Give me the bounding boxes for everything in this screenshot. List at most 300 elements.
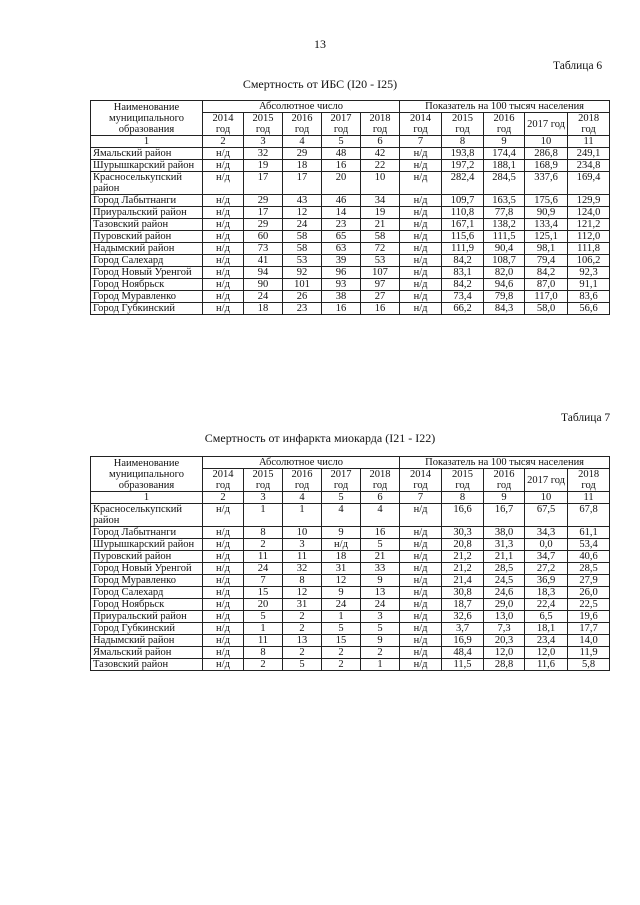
value-cell: 23,4: [525, 635, 568, 647]
value-cell: 107: [361, 267, 400, 279]
header-year: 2016 год: [283, 469, 322, 492]
value-cell: н/д: [203, 551, 244, 563]
municipality-name: Приуральский район: [91, 207, 203, 219]
value-cell: 58: [283, 231, 322, 243]
municipality-name: Город Новый Уренгой: [91, 267, 203, 279]
value-cell: 3: [283, 539, 322, 551]
value-cell: 67,5: [525, 504, 568, 527]
value-cell: 5,8: [568, 659, 610, 671]
header-year: 2018 год: [361, 469, 400, 492]
value-cell: 106,2: [568, 255, 610, 267]
municipality-name: Город Новый Уренгой: [91, 563, 203, 575]
header-rate-group: Показатель на 100 тысяч населения: [400, 457, 610, 469]
value-cell: 112,0: [568, 231, 610, 243]
value-cell: 77,8: [484, 207, 525, 219]
municipality-name: Город Ноябрьск: [91, 279, 203, 291]
header-year: 2016 год: [283, 113, 322, 136]
value-cell: 73: [244, 243, 283, 255]
table-row: [91, 611, 610, 623]
value-cell: н/д: [400, 160, 442, 172]
value-cell: 87,0: [525, 279, 568, 291]
value-cell: 11: [244, 635, 283, 647]
header-rate-group: Показатель на 100 тысяч населения: [400, 101, 610, 113]
value-cell: 1: [244, 504, 283, 527]
column-index-cell: 3: [244, 492, 283, 504]
table-row: [91, 539, 610, 551]
header-year: 2017 год: [322, 113, 361, 136]
value-cell: 282,4: [442, 172, 484, 195]
value-cell: 2: [283, 623, 322, 635]
header-year: 2017 год: [525, 469, 568, 492]
value-cell: н/д: [400, 303, 442, 315]
value-cell: н/д: [400, 647, 442, 659]
column-index-cell: 4: [283, 492, 322, 504]
value-cell: 94,6: [484, 279, 525, 291]
table-row: [91, 279, 610, 291]
header-year: 2015 год: [442, 113, 484, 136]
value-cell: н/д: [400, 587, 442, 599]
column-index-cell: 4: [283, 136, 322, 148]
municipality-name: Ямальский район: [91, 647, 203, 659]
table-row: [91, 303, 610, 315]
value-cell: 129,9: [568, 195, 610, 207]
value-cell: 79,8: [484, 291, 525, 303]
value-cell: н/д: [400, 659, 442, 671]
value-cell: н/д: [203, 587, 244, 599]
value-cell: 18: [322, 551, 361, 563]
value-cell: 32,6: [442, 611, 484, 623]
table-body: [91, 136, 610, 315]
value-cell: 12,0: [525, 647, 568, 659]
table-7-label: Таблица 7: [561, 412, 611, 424]
value-cell: 84,2: [442, 255, 484, 267]
value-cell: н/д: [203, 563, 244, 575]
value-cell: н/д: [400, 231, 442, 243]
value-cell: 17,7: [568, 623, 610, 635]
value-cell: н/д: [400, 575, 442, 587]
column-index-cell: 3: [244, 136, 283, 148]
value-cell: 90,4: [484, 243, 525, 255]
column-index-cell: 5: [322, 136, 361, 148]
value-cell: н/д: [203, 160, 244, 172]
value-cell: 24: [244, 291, 283, 303]
value-cell: 168,9: [525, 160, 568, 172]
value-cell: н/д: [400, 243, 442, 255]
value-cell: 13,0: [484, 611, 525, 623]
value-cell: 33: [361, 563, 400, 575]
table-row: [91, 527, 610, 539]
value-cell: 138,2: [484, 219, 525, 231]
column-index-cell: 9: [484, 492, 525, 504]
value-cell: 38: [322, 291, 361, 303]
value-cell: 48,4: [442, 647, 484, 659]
value-cell: 11: [244, 551, 283, 563]
header-name-col: Наименование муниципального образования: [91, 457, 203, 492]
value-cell: 61,1: [568, 527, 610, 539]
value-cell: 30,3: [442, 527, 484, 539]
value-cell: н/д: [203, 504, 244, 527]
value-cell: 21: [361, 551, 400, 563]
value-cell: 286,8: [525, 148, 568, 160]
value-cell: 5: [361, 623, 400, 635]
value-cell: 82,0: [484, 267, 525, 279]
value-cell: 2: [244, 539, 283, 551]
value-cell: 46: [322, 195, 361, 207]
value-cell: 8: [283, 575, 322, 587]
column-index-cell: 1: [91, 136, 203, 148]
value-cell: 175,6: [525, 195, 568, 207]
value-cell: 22: [361, 160, 400, 172]
value-cell: 15: [322, 635, 361, 647]
value-cell: 98,1: [525, 243, 568, 255]
value-cell: н/д: [400, 551, 442, 563]
column-index-cell: 9: [484, 136, 525, 148]
value-cell: 19,6: [568, 611, 610, 623]
value-cell: 73,4: [442, 291, 484, 303]
value-cell: 117,0: [525, 291, 568, 303]
value-cell: 21,2: [442, 551, 484, 563]
value-cell: 7: [244, 575, 283, 587]
table-row: [91, 599, 610, 611]
value-cell: н/д: [400, 195, 442, 207]
value-cell: н/д: [400, 611, 442, 623]
value-cell: 20: [244, 599, 283, 611]
value-cell: 2: [361, 647, 400, 659]
header-abs-group: Абсолютное число: [203, 101, 400, 113]
value-cell: 16: [322, 160, 361, 172]
municipality-name: Шурышкарский район: [91, 160, 203, 172]
value-cell: 1: [322, 611, 361, 623]
value-cell: 11,6: [525, 659, 568, 671]
header-year: 2017 год: [525, 113, 568, 136]
value-cell: 60: [244, 231, 283, 243]
table-body: [91, 492, 610, 671]
value-cell: н/д: [400, 219, 442, 231]
value-cell: 14,0: [568, 635, 610, 647]
value-cell: 24,5: [484, 575, 525, 587]
value-cell: 26: [283, 291, 322, 303]
value-cell: н/д: [400, 504, 442, 527]
value-cell: 14: [322, 207, 361, 219]
value-cell: н/д: [203, 219, 244, 231]
value-cell: 16,6: [442, 504, 484, 527]
value-cell: 3,7: [442, 623, 484, 635]
value-cell: 4: [322, 504, 361, 527]
table-ibs-mortality: [90, 100, 610, 315]
value-cell: 29,0: [484, 599, 525, 611]
value-cell: 40,6: [568, 551, 610, 563]
value-cell: 34,7: [525, 551, 568, 563]
value-cell: н/д: [400, 255, 442, 267]
municipality-name: Приуральский район: [91, 611, 203, 623]
municipality-name: Город Губкинский: [91, 623, 203, 635]
value-cell: 2: [322, 659, 361, 671]
table-row: [91, 291, 610, 303]
value-cell: н/д: [203, 195, 244, 207]
municipality-name: Надымский район: [91, 243, 203, 255]
value-cell: 12: [283, 207, 322, 219]
value-cell: 92,3: [568, 267, 610, 279]
table-row: [91, 635, 610, 647]
value-cell: 5: [283, 659, 322, 671]
table-row: [91, 195, 610, 207]
value-cell: 22,4: [525, 599, 568, 611]
value-cell: 1: [244, 623, 283, 635]
value-cell: 23: [322, 219, 361, 231]
column-index-row: [91, 492, 610, 504]
value-cell: 163,5: [484, 195, 525, 207]
value-cell: н/д: [203, 599, 244, 611]
table-row: [91, 647, 610, 659]
value-cell: 11: [283, 551, 322, 563]
value-cell: 58: [283, 243, 322, 255]
table-row: [91, 659, 610, 671]
value-cell: н/д: [400, 563, 442, 575]
value-cell: 94: [244, 267, 283, 279]
table-row: [91, 587, 610, 599]
value-cell: 26,0: [568, 587, 610, 599]
value-cell: н/д: [400, 291, 442, 303]
value-cell: 10: [283, 527, 322, 539]
value-cell: 18: [283, 160, 322, 172]
value-cell: 5: [322, 623, 361, 635]
value-cell: 167,1: [442, 219, 484, 231]
value-cell: 29: [244, 195, 283, 207]
value-cell: 133,4: [525, 219, 568, 231]
value-cell: н/д: [203, 172, 244, 195]
value-cell: 53: [361, 255, 400, 267]
value-cell: н/д: [203, 291, 244, 303]
value-cell: н/д: [400, 539, 442, 551]
value-cell: 83,1: [442, 267, 484, 279]
value-cell: 32: [244, 148, 283, 160]
municipality-name: Город Муравленко: [91, 291, 203, 303]
value-cell: 41: [244, 255, 283, 267]
municipality-name: Город Муравленко: [91, 575, 203, 587]
table-row: [91, 148, 610, 160]
value-cell: 121,2: [568, 219, 610, 231]
value-cell: н/д: [203, 243, 244, 255]
value-cell: 53: [283, 255, 322, 267]
value-cell: 1: [361, 659, 400, 671]
value-cell: 65: [322, 231, 361, 243]
value-cell: 63: [322, 243, 361, 255]
value-cell: н/д: [203, 611, 244, 623]
value-cell: 21,4: [442, 575, 484, 587]
column-index-cell: 8: [442, 136, 484, 148]
value-cell: н/д: [400, 635, 442, 647]
value-cell: 31: [322, 563, 361, 575]
value-cell: 111,5: [484, 231, 525, 243]
value-cell: 27: [361, 291, 400, 303]
municipality-name: Пуровский район: [91, 551, 203, 563]
value-cell: н/д: [203, 231, 244, 243]
header-name-col: Наименование муниципального образования: [91, 101, 203, 136]
value-cell: 110,8: [442, 207, 484, 219]
header-year: 2014 год: [203, 469, 244, 492]
municipality-name: Шурышкарский район: [91, 539, 203, 551]
table-row: [91, 255, 610, 267]
header-abs-group: Абсолютное число: [203, 457, 400, 469]
municipality-name: Город Ноябрьск: [91, 599, 203, 611]
value-cell: н/д: [203, 659, 244, 671]
municipality-name: Красноселькупский район: [91, 172, 203, 195]
header-year: 2014 год: [203, 113, 244, 136]
value-cell: 17: [244, 172, 283, 195]
municipality-name: Пуровский район: [91, 231, 203, 243]
column-index-cell: 2: [203, 136, 244, 148]
municipality-name: Надымский район: [91, 635, 203, 647]
value-cell: н/д: [203, 575, 244, 587]
value-cell: 24: [244, 563, 283, 575]
value-cell: 2: [322, 647, 361, 659]
value-cell: 19: [244, 160, 283, 172]
value-cell: 42: [361, 148, 400, 160]
value-cell: 56,6: [568, 303, 610, 315]
value-cell: 43: [283, 195, 322, 207]
value-cell: 58,0: [525, 303, 568, 315]
value-cell: н/д: [203, 267, 244, 279]
table-row: [91, 207, 610, 219]
value-cell: н/д: [203, 527, 244, 539]
value-cell: 12: [283, 587, 322, 599]
value-cell: н/д: [400, 279, 442, 291]
value-cell: 111,9: [442, 243, 484, 255]
value-cell: 111,8: [568, 243, 610, 255]
value-cell: 5: [244, 611, 283, 623]
value-cell: 21: [361, 219, 400, 231]
value-cell: 29: [244, 219, 283, 231]
value-cell: 2: [283, 647, 322, 659]
value-cell: 32: [283, 563, 322, 575]
header-year: 2018 год: [361, 113, 400, 136]
column-index-cell: 6: [361, 492, 400, 504]
value-cell: 58: [361, 231, 400, 243]
value-cell: 18,3: [525, 587, 568, 599]
value-cell: 109,7: [442, 195, 484, 207]
header-year: 2016 год: [484, 469, 525, 492]
table-row: [91, 623, 610, 635]
value-cell: н/д: [400, 148, 442, 160]
value-cell: 193,8: [442, 148, 484, 160]
value-cell: 28,8: [484, 659, 525, 671]
municipality-name: Тазовский район: [91, 659, 203, 671]
table-infarction-mortality: [90, 456, 610, 671]
value-cell: 15: [244, 587, 283, 599]
column-index-cell: 6: [361, 136, 400, 148]
value-cell: 9: [361, 575, 400, 587]
table-row: [91, 575, 610, 587]
value-cell: 90,9: [525, 207, 568, 219]
value-cell: 8: [244, 527, 283, 539]
value-cell: н/д: [400, 172, 442, 195]
value-cell: 11,9: [568, 647, 610, 659]
value-cell: 96: [322, 267, 361, 279]
table-row: [91, 267, 610, 279]
header-year: 2015 год: [244, 113, 283, 136]
value-cell: 24,6: [484, 587, 525, 599]
value-cell: 24: [361, 599, 400, 611]
value-cell: 11,5: [442, 659, 484, 671]
table-row: [91, 219, 610, 231]
municipality-name: Красноселькупский район: [91, 504, 203, 527]
value-cell: н/д: [400, 207, 442, 219]
column-index-cell: 1: [91, 492, 203, 504]
value-cell: 21,2: [442, 563, 484, 575]
value-cell: 0,0: [525, 539, 568, 551]
value-cell: н/д: [400, 267, 442, 279]
value-cell: 18,1: [525, 623, 568, 635]
value-cell: 10: [361, 172, 400, 195]
value-cell: 97: [361, 279, 400, 291]
value-cell: 101: [283, 279, 322, 291]
value-cell: 284,5: [484, 172, 525, 195]
value-cell: 90: [244, 279, 283, 291]
value-cell: 72: [361, 243, 400, 255]
value-cell: 16,7: [484, 504, 525, 527]
municipality-name: Город Лабытнанги: [91, 195, 203, 207]
value-cell: 27,2: [525, 563, 568, 575]
value-cell: 2: [244, 659, 283, 671]
value-cell: 9: [322, 587, 361, 599]
value-cell: 124,0: [568, 207, 610, 219]
value-cell: 8: [244, 647, 283, 659]
value-cell: 20: [322, 172, 361, 195]
value-cell: 38,0: [484, 527, 525, 539]
header-year: 2014 год: [400, 113, 442, 136]
value-cell: 337,6: [525, 172, 568, 195]
value-cell: н/д: [203, 303, 244, 315]
header-year: 2015 год: [244, 469, 283, 492]
value-cell: 4: [361, 504, 400, 527]
value-cell: 125,1: [525, 231, 568, 243]
value-cell: 3: [361, 611, 400, 623]
value-cell: н/д: [203, 207, 244, 219]
value-cell: 83,6: [568, 291, 610, 303]
value-cell: 108,7: [484, 255, 525, 267]
value-cell: 18: [244, 303, 283, 315]
table-row: [91, 243, 610, 255]
table-row: [91, 551, 610, 563]
value-cell: 20,8: [442, 539, 484, 551]
value-cell: 174,4: [484, 148, 525, 160]
value-cell: н/д: [400, 599, 442, 611]
value-cell: 17: [283, 172, 322, 195]
value-cell: 24: [322, 599, 361, 611]
value-cell: 27,9: [568, 575, 610, 587]
table-row: [91, 172, 610, 195]
header-year: 2014 год: [400, 469, 442, 492]
header-year: 2018 год: [568, 469, 610, 492]
value-cell: 13: [283, 635, 322, 647]
value-cell: 79,4: [525, 255, 568, 267]
value-cell: 18,7: [442, 599, 484, 611]
value-cell: 188,1: [484, 160, 525, 172]
value-cell: н/д: [203, 539, 244, 551]
value-cell: 9: [322, 527, 361, 539]
table-row: [91, 160, 610, 172]
value-cell: 31,3: [484, 539, 525, 551]
value-cell: 28,5: [568, 563, 610, 575]
table-row: [91, 563, 610, 575]
value-cell: н/д: [400, 527, 442, 539]
value-cell: 7,3: [484, 623, 525, 635]
value-cell: 91,1: [568, 279, 610, 291]
value-cell: 53,4: [568, 539, 610, 551]
municipality-name: Город Губкинский: [91, 303, 203, 315]
value-cell: 16: [322, 303, 361, 315]
value-cell: 24: [283, 219, 322, 231]
